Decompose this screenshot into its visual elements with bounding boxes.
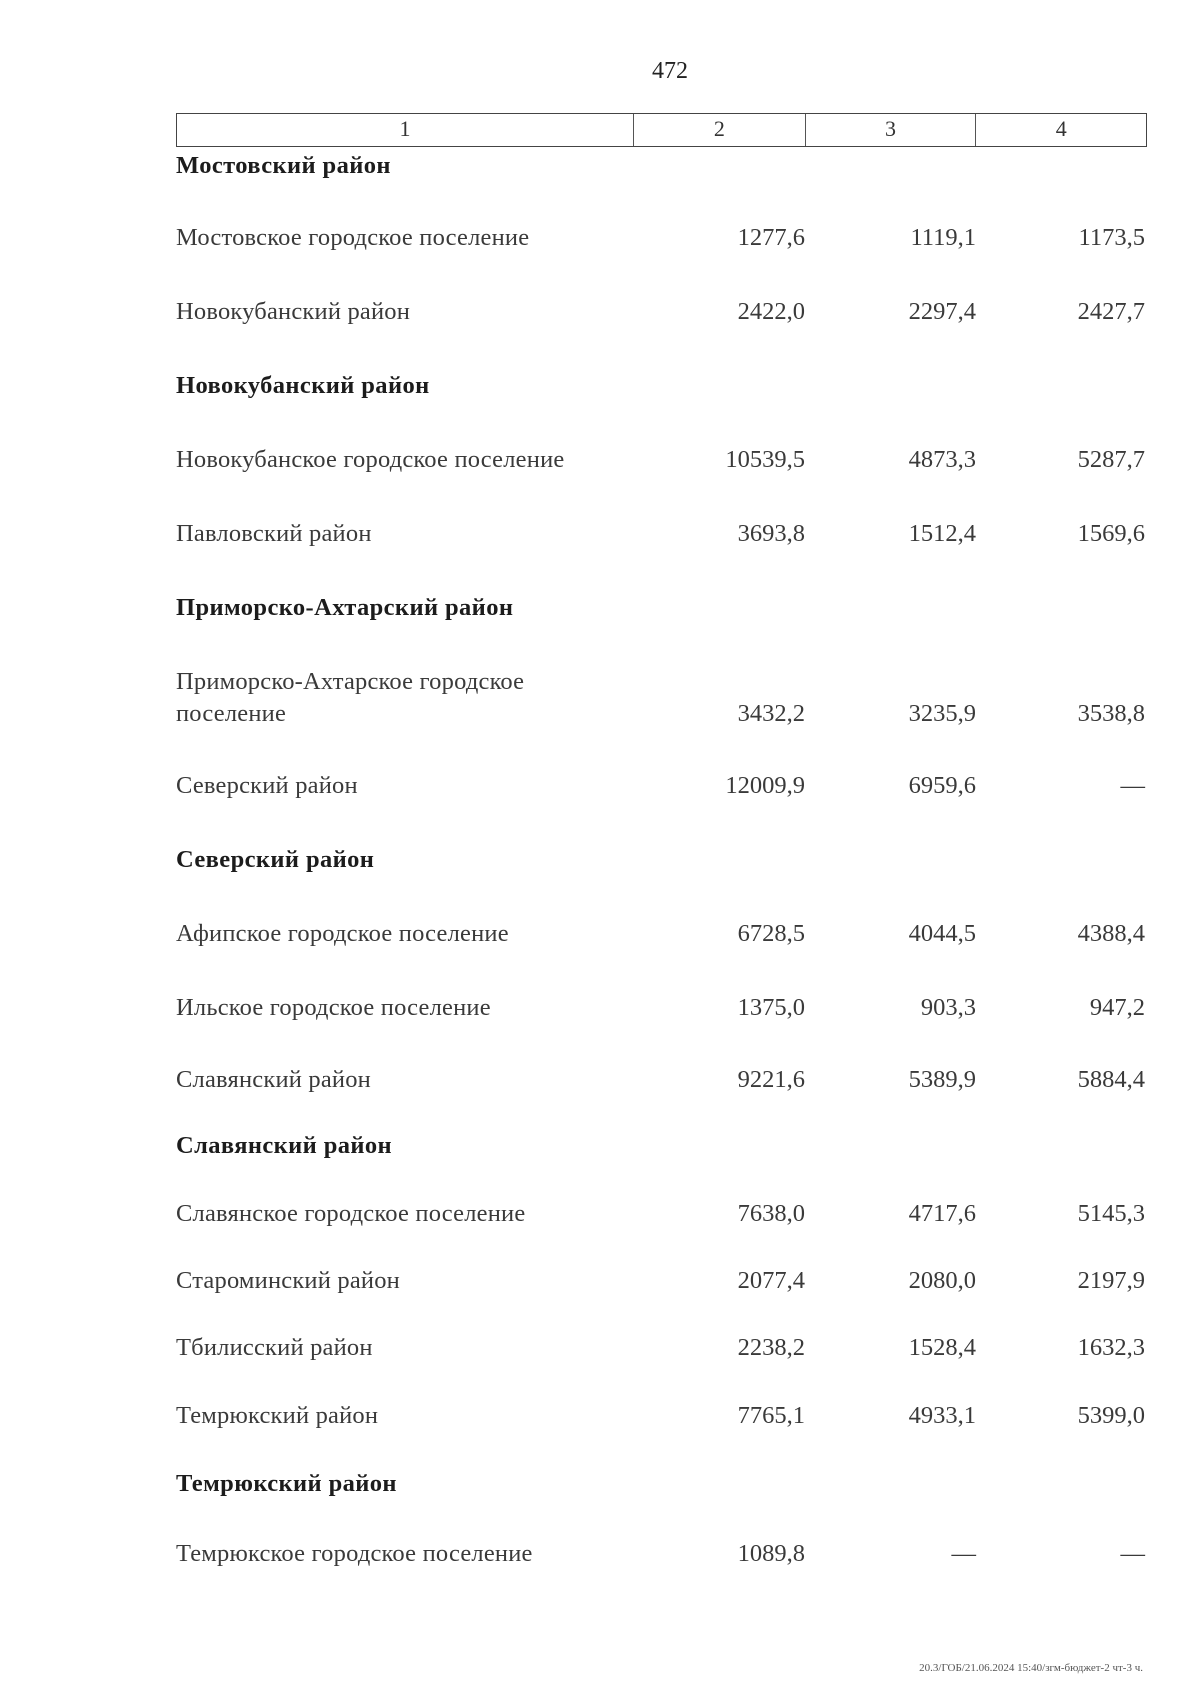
row-value-col3: 6959,6 [908,772,976,799]
row-value-col4: 5145,3 [1077,1200,1145,1227]
section-heading: Темрюкский район [176,1470,397,1497]
section-heading-row [176,590,1147,624]
column-header-1: 1 [177,114,634,146]
row-value-col4: 1632,3 [1077,1334,1145,1361]
table-row [176,1263,1147,1297]
row-value-col3: 2080,0 [908,1267,976,1294]
row-value-col4: 2427,7 [1077,298,1145,325]
column-header-2: 2 [634,114,806,146]
row-value-col4: 1173,5 [1078,224,1145,251]
table-row [176,916,1147,950]
row-name: Славянский район [176,1066,371,1093]
row-name: Мостовское городское поселение [176,224,530,251]
row-value-col3: 2297,4 [908,298,976,325]
row-value-col4: 5884,4 [1077,1066,1145,1093]
row-value-col3: 4933,1 [908,1402,976,1429]
row-value-col2: 1089,8 [737,1540,805,1567]
table-row [176,294,1147,328]
row-value-col2: 12009,9 [725,772,805,799]
section-heading: Приморско-Ахтарский район [176,594,514,621]
row-value-col2: 1277,6 [737,224,805,251]
table-row [176,442,1147,476]
row-value-col3: 3235,9 [908,700,976,727]
row-value-col2: 3693,8 [737,520,805,547]
table-row [176,1536,1147,1570]
row-name: Тбилисский район [176,1334,373,1361]
section-heading-row [176,368,1147,402]
row-value-col2: 9221,6 [737,1066,805,1093]
section-heading: Новокубанский район [176,372,430,399]
row-name: Темрюкский район [176,1402,379,1429]
table-row [176,1196,1147,1230]
row-value-col2: 2077,4 [737,1267,805,1294]
row-name: Афипское городское поселение [176,920,509,947]
table-row [176,768,1147,802]
section-heading-row [176,1466,1147,1500]
section-heading: Мостовский район [176,152,391,179]
section-heading-row [176,1128,1147,1162]
page-number: 472 [652,58,688,84]
row-value-col3: 4873,3 [908,446,976,473]
table-row [176,664,1147,730]
row-value-col3: 903,3 [920,994,976,1021]
row-value-col4: 947,2 [1089,994,1145,1021]
row-value-col3: 4717,6 [908,1200,976,1227]
row-value-col4: 1569,6 [1077,520,1145,547]
table-row [176,220,1147,254]
row-value-col2: 10539,5 [725,446,805,473]
row-name: Темрюкское городское поселение [176,1540,533,1567]
row-value-col2: 1375,0 [737,994,805,1021]
row-value-col3: 1528,4 [908,1334,976,1361]
row-name: Славянское городское поселение [176,1200,526,1227]
row-value-col4: 5287,7 [1077,446,1145,473]
row-value-col2: 2422,0 [737,298,805,325]
table-row [176,516,1147,550]
row-value-col3: 1119,1 [910,224,976,251]
row-name: Северский район [176,772,358,799]
table-row [176,1062,1147,1096]
row-name: Новокубанское городское поселение [176,446,565,473]
row-value-col3: — [951,1540,976,1567]
row-value-col2: 2238,2 [737,1334,805,1361]
table-row [176,1330,1147,1364]
row-value-col3: 1512,4 [908,520,976,547]
column-header-3: 3 [806,114,977,146]
section-heading-row [176,148,1147,182]
row-name: Новокубанский район [176,298,411,325]
table-row [176,990,1147,1024]
row-value-col4: — [1120,1540,1145,1567]
row-name: Староминский район [176,1267,400,1294]
row-name: Приморско-Ахтарское городское поселение [176,668,525,727]
row-value-col2: 7765,1 [737,1402,805,1429]
row-value-col2: 7638,0 [737,1200,805,1227]
row-value-col2: 6728,5 [737,920,805,947]
row-value-col4: 4388,4 [1077,920,1145,947]
section-heading-row [176,842,1147,876]
table-row [176,1398,1147,1432]
row-value-col4: — [1120,772,1145,799]
row-value-col2: 3432,2 [737,700,805,727]
row-value-col4: 2197,9 [1077,1267,1145,1294]
column-header-4: 4 [1055,116,1067,141]
row-name: Павловский район [176,520,372,547]
document-footer-stamp: 20.3/ГОБ/21.06.2024 15:40/згм-бюджет-2 чт-3 ч. [919,1662,1143,1674]
row-value-col4: 3538,8 [1077,700,1145,727]
row-value-col3: 5389,9 [908,1066,976,1093]
section-heading: Славянский район [176,1132,393,1159]
row-value-col3: 4044,5 [908,920,976,947]
row-value-col4: 5399,0 [1077,1402,1145,1429]
table-column-header [176,113,1147,147]
section-heading: Северский район [176,846,375,873]
row-name: Ильское городское поселение [176,994,491,1021]
